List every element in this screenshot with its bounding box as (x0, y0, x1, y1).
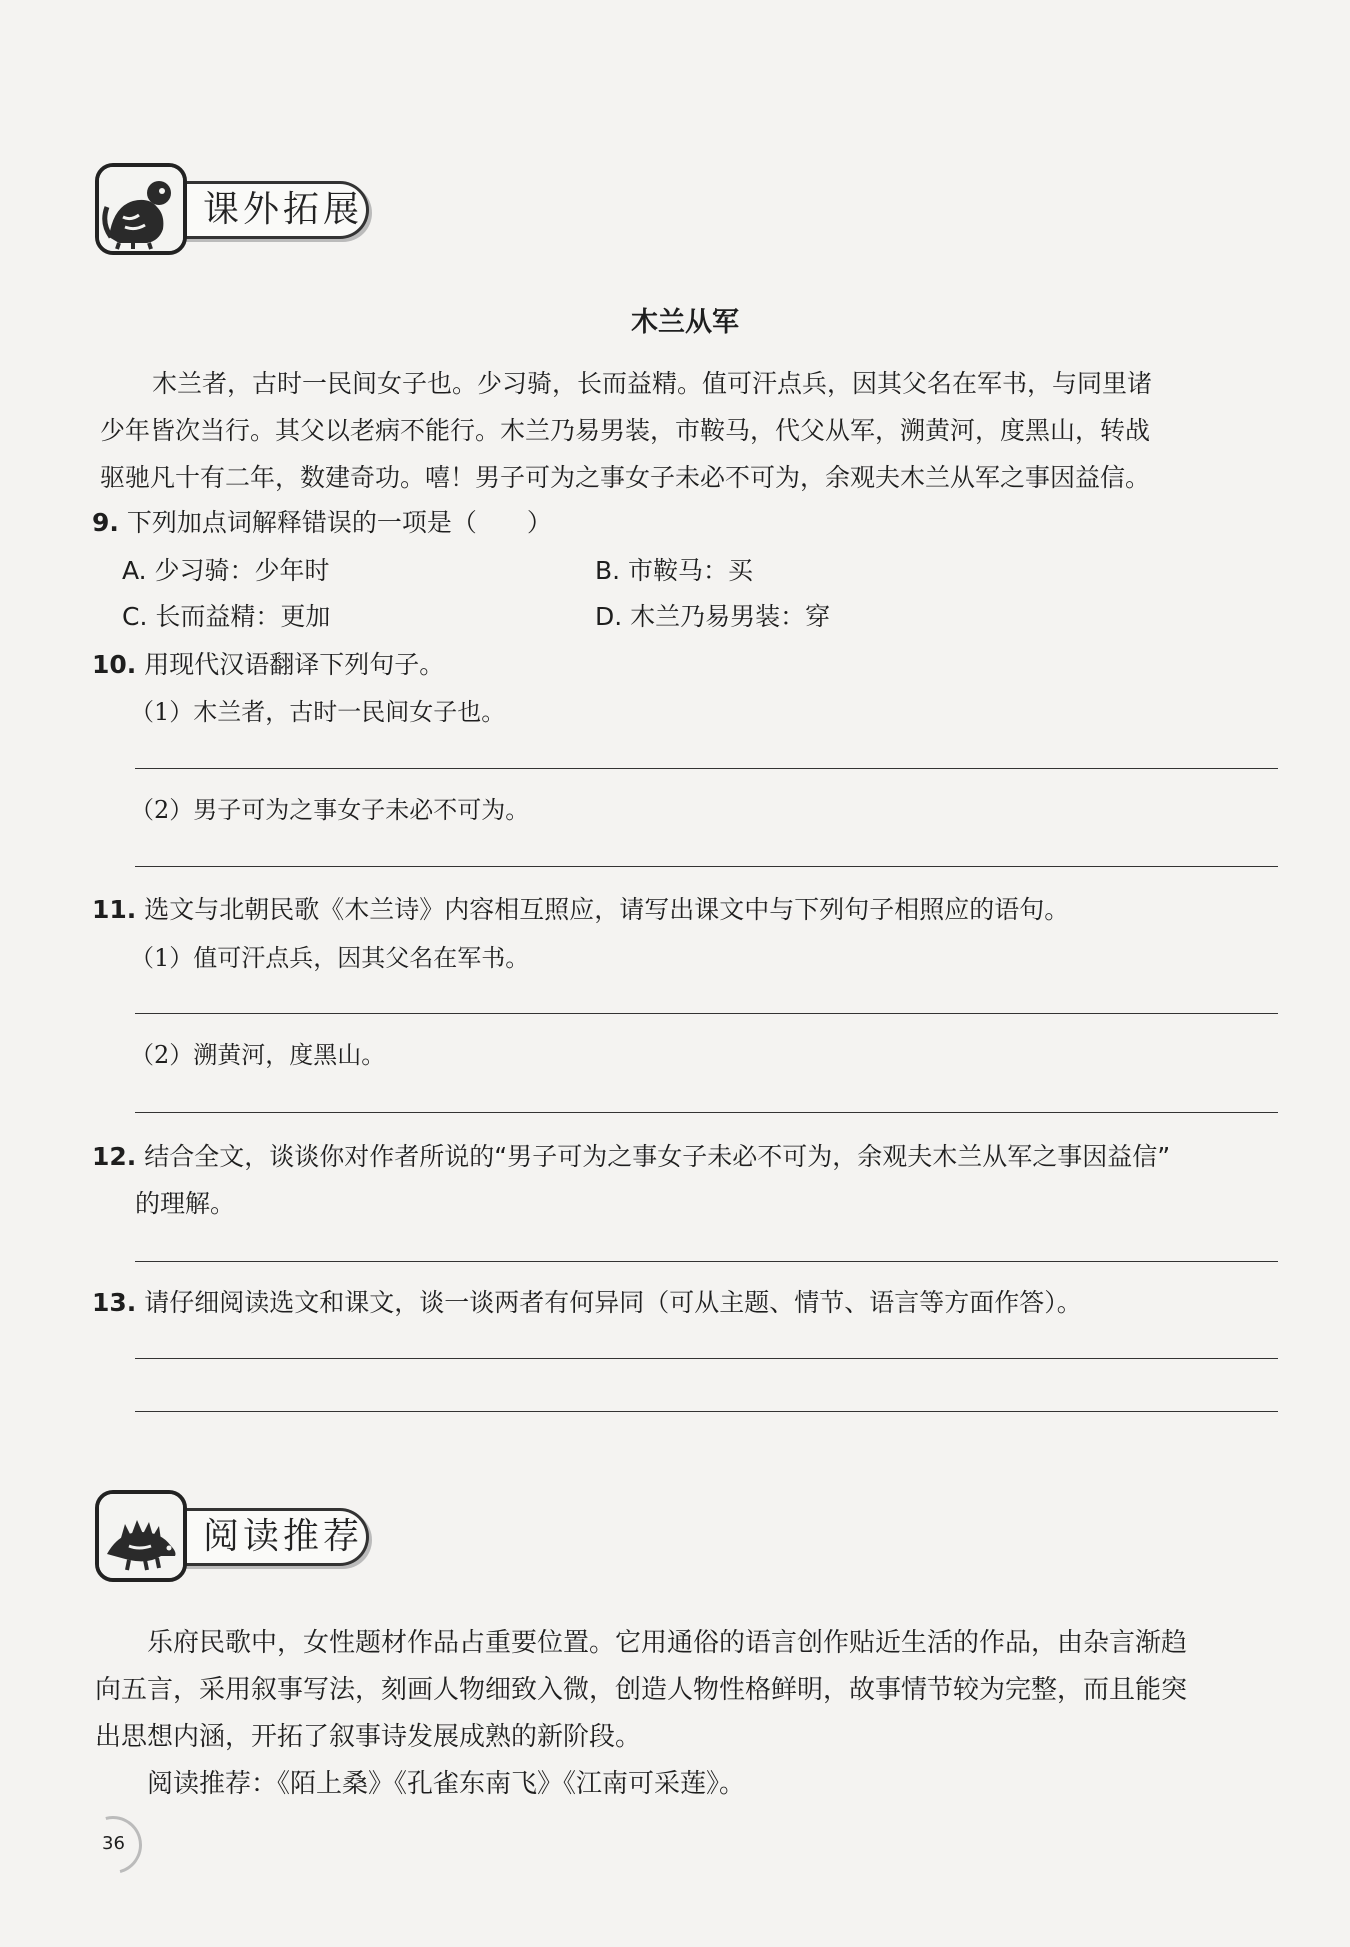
passage-text (100, 360, 1280, 501)
question-number: 12. (92, 1142, 137, 1171)
question-9 (92, 503, 552, 543)
dinosaur-icon (95, 1490, 187, 1582)
section-title: 课外拓展 (203, 189, 364, 230)
question-10-sub-1: （1）木兰者，古时一民间女子也。 (130, 698, 506, 726)
option-d: D. 木兰乃易男装：穿 (595, 602, 831, 631)
section-title: 阅读推荐 (203, 1516, 364, 1557)
option-c: C. 长而益精：更加 (122, 602, 331, 631)
question-number: 13. (92, 1288, 137, 1317)
question-number: 11. (92, 895, 137, 924)
answer-line[interactable] (135, 866, 1278, 867)
recommend-line: 向五言，采用叙事写法，刻画人物细致入微，创造人物性格鲜明，故事情节较为完整，而且能突 (95, 1675, 1188, 1705)
question-text: 用现代汉语翻译下列句子。 (144, 650, 445, 679)
question-13 (92, 1283, 1082, 1323)
section-header-extension (95, 163, 385, 263)
question-11-sub-1: （1）值可汗点兵，因其父名在军书。 (130, 944, 530, 972)
answer-line[interactable] (135, 1112, 1278, 1113)
recommend-text (95, 1620, 1285, 1808)
answer-line[interactable] (135, 1013, 1278, 1014)
passage-line: 木兰者，古时一民间女子也。少习骑，长而益精。值可汗点兵，因其父名在军书，与同里诸 (152, 369, 1153, 398)
recommend-line: 乐府民歌中，女性题材作品占重要位置。它用通俗的语言创作贴近生活的作品，由杂言渐趋 (147, 1628, 1188, 1658)
answer-line[interactable] (135, 768, 1278, 769)
page-number: 36 (102, 1833, 125, 1854)
question-12-cont: 的理解。 (135, 1189, 236, 1218)
passage-title: 木兰从军 (631, 307, 739, 338)
question-11-sub-2: （2）溯黄河，度黑山。 (130, 1041, 386, 1069)
question-number: 9. (92, 508, 119, 537)
answer-line[interactable] (135, 1261, 1278, 1262)
passage-line: 驱驰凡十有二年，数建奇功。嘻！男子可为之事女子未必不可为，余观夫木兰从军之事因益信。 (100, 463, 1151, 492)
recommend-books: 阅读推荐：《陌上桑》《孔雀东南飞》《江南可采莲》。 (147, 1769, 746, 1799)
option-b: B. 市鞍马：买 (595, 556, 754, 585)
question-10 (92, 645, 444, 685)
question-text: 下列加点词解释错误的一项是（ ） (126, 508, 552, 537)
recommend-line: 出思想内涵，开拓了叙事诗发展成熟的新阶段。 (95, 1722, 642, 1752)
answer-line[interactable] (135, 1411, 1278, 1412)
passage-line: 少年皆次当行。其父以老病不能行。木兰乃易男装，市鞍马，代父从军，溯黄河，度黑山，转战 (100, 416, 1151, 445)
question-12 (92, 1137, 1170, 1177)
question-text: 请仔细阅读选文和课文，谈一谈两者有何异同（可从主题、情节、语言等方面作答）。 (144, 1288, 1082, 1317)
option-a: A. 少习骑：少年时 (122, 556, 330, 585)
question-text: 结合全文，谈谈你对作者所说的“男子可为之事女子未必不可为，余观夫木兰从军之事因益信” (144, 1142, 1171, 1171)
question-number: 10. (92, 650, 137, 679)
question-10-sub-2: （2）男子可为之事女子未必不可为。 (130, 796, 530, 824)
question-text: 选文与北朝民歌《木兰诗》内容相互照应，请写出课文中与下列句子相照应的语句。 (144, 895, 1070, 924)
section-header-recommend (95, 1490, 385, 1590)
monkey-icon (95, 163, 187, 255)
question-11 (92, 890, 1069, 930)
answer-line[interactable] (135, 1358, 1278, 1359)
